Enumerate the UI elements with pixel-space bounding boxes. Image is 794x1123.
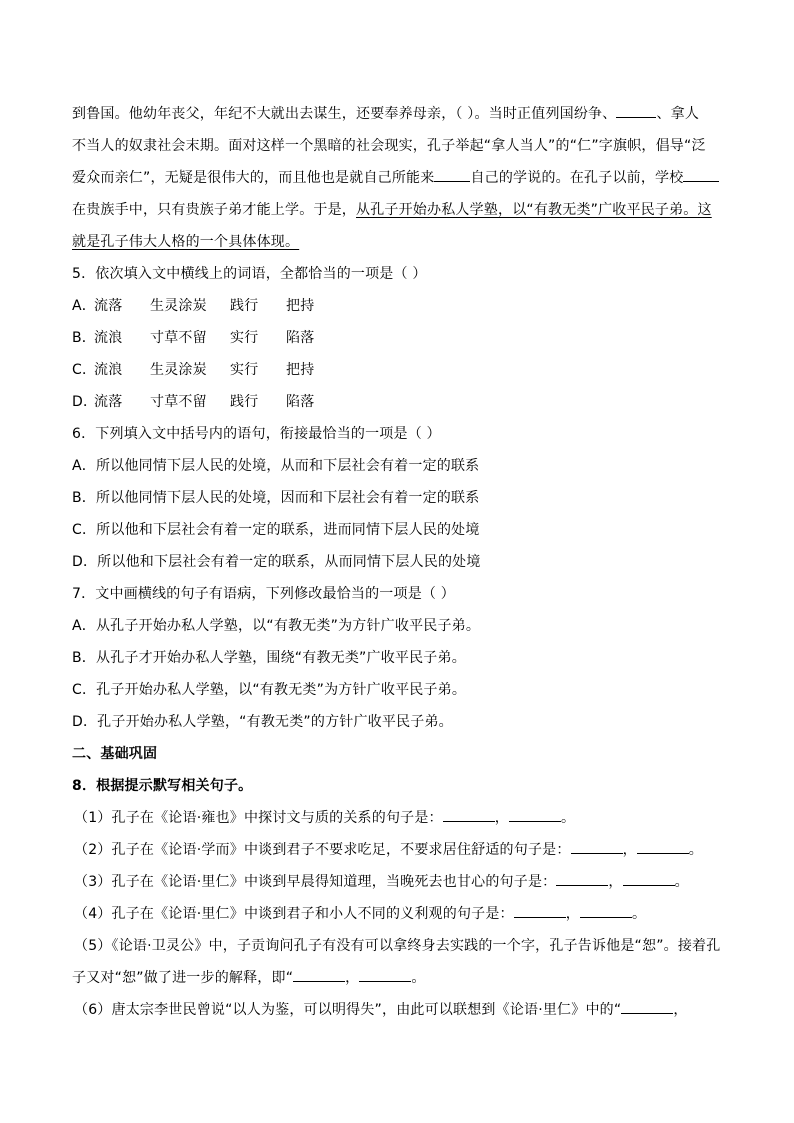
q5-option-c[interactable] xyxy=(72,354,724,386)
answer-blank[interactable] xyxy=(637,839,689,854)
passage-text: 、拿人 xyxy=(656,106,700,122)
q8-item-3 xyxy=(72,866,724,898)
option-word: 把持 xyxy=(286,362,315,378)
q7-option-b[interactable]: B．从孔子才开始办私人学塾，围绕“有教无类”广收平民子弟。 xyxy=(72,650,466,666)
option-word: 实行 xyxy=(230,362,259,378)
option-label: B． xyxy=(72,330,97,346)
q5-option-a[interactable] xyxy=(72,290,724,322)
separator: ， xyxy=(565,906,580,922)
q6-option-c[interactable]: C．所以他和下层社会有着一定的联系，进而同情下层人民的处境 xyxy=(72,522,480,538)
end-mark: 。 xyxy=(560,810,576,826)
passage-text: 不当人的奴隶社会末期。面对这样一个黑暗的社会现实，孔子举起“拿人当人”的“仁”字旗帜，倡导“泛 xyxy=(72,138,706,154)
passage-line-5 xyxy=(72,226,724,258)
end-mark: 。 xyxy=(674,874,689,890)
option-label: C． xyxy=(72,362,97,378)
q8-item-4 xyxy=(72,898,724,930)
end-mark: 。 xyxy=(688,842,703,858)
q8-item-5-line-2 xyxy=(72,962,724,994)
q7-option-a[interactable]: A．从孔子开始办私人学塾，以“有教无类”为方针广收平民子弟。 xyxy=(72,618,481,634)
passage-text: 到鲁国。他幼年丧父，年纪不大就出去谋生，还要奉养母亲，（ ）。当时正值列国纷争、 xyxy=(72,106,617,122)
section-title: 二、基础巩固 xyxy=(72,746,158,762)
end-mark: ， xyxy=(673,1002,688,1018)
option-word: 流落 xyxy=(94,394,123,410)
answer-blank[interactable] xyxy=(621,999,673,1014)
item-prompt: （1）孔子在《论语·雍也》中探讨文与质的关系的句子是： xyxy=(74,810,443,826)
fill-blank[interactable] xyxy=(683,165,719,182)
q5-stem: 5．依次填入文中横线上的词语，全都恰当的一项是（ ） xyxy=(72,266,427,282)
option-word: 生灵涂炭 xyxy=(150,362,207,378)
passage-text: 在贵族手中，只有贵族子弟才能上学。于是， xyxy=(72,202,356,218)
passage-line-1 xyxy=(72,98,724,130)
option-word: 践行 xyxy=(230,298,259,314)
option-word: 陷落 xyxy=(286,394,315,410)
separator: ， xyxy=(345,970,360,986)
item-prompt: （2）孔子在《论语·学而》中谈到君子不要求吃足，不要求居住舒适的句子是： xyxy=(74,842,571,858)
passage-text: 自己的学说的。在孔子以前，学校 xyxy=(470,170,684,186)
q7-stem: 7．文中画横线的句子有语病，下列修改最恰当的一项是（ ） xyxy=(72,586,455,602)
option-word: 陷落 xyxy=(286,330,315,346)
passage-line-4 xyxy=(72,194,724,226)
q7-option-c[interactable]: C．孔子开始办私人学塾，以“有教无类”为方针广收平民子弟。 xyxy=(72,682,467,698)
answer-blank[interactable] xyxy=(514,903,566,918)
q8-item-6 xyxy=(72,994,724,1026)
option-word: 生灵涂炭 xyxy=(150,298,207,314)
option-word: 寸草不留 xyxy=(150,330,207,346)
q8-item-1 xyxy=(72,802,724,834)
q6-stem: 6．下列填入文中括号内的语句，衔接最恰当的一项是（ ） xyxy=(72,426,441,442)
passage-line-2 xyxy=(72,130,724,162)
option-word: 实行 xyxy=(230,330,259,346)
answer-blank[interactable] xyxy=(623,871,675,886)
q8-item-5-line-1: （5）《论语·卫灵公》中，子贡询问孔子有没有可以拿终身去实践的一个字，孔子告诉他是“恕”。接着孔 xyxy=(74,938,721,954)
separator: ， xyxy=(494,810,509,826)
answer-blank[interactable] xyxy=(580,903,632,918)
item-prompt: 子又对“恕”做了进一步的解释，即“ xyxy=(72,970,294,986)
fill-blank[interactable] xyxy=(434,165,470,182)
option-word: 把持 xyxy=(286,298,315,314)
q6-option-b[interactable]: B．所以他同情下层人民的处境，因而和下层社会有着一定的联系 xyxy=(72,490,480,506)
option-label: A． xyxy=(72,298,96,314)
passage-text: 爱众而亲仁”，无疑是很伟大的，而且他也是就自己所能来 xyxy=(72,170,435,186)
item-prompt: （6）唐太宗李世民曾说“以人为鉴，可以明得失”，由此可以联想到《论语·里仁》中的“ xyxy=(74,1002,622,1018)
answer-blank[interactable] xyxy=(443,807,495,822)
answer-blank[interactable] xyxy=(359,967,411,982)
q5-option-b[interactable] xyxy=(72,322,724,354)
end-mark: 。 xyxy=(411,970,426,986)
answer-blank[interactable] xyxy=(293,967,345,982)
option-label: D． xyxy=(72,394,98,410)
underlined-sentence: 就是孔子伟大人格的一个具体体现。 xyxy=(72,234,300,250)
end-mark: 。 xyxy=(631,906,647,922)
separator: ， xyxy=(622,842,637,858)
q8-stem: 8．根据提示默写相关句子。 xyxy=(72,778,253,794)
option-word: 流浪 xyxy=(94,362,123,378)
option-word: 流浪 xyxy=(94,330,123,346)
q7-option-d[interactable]: D．孔子开始办私人学塾，“有教无类”的方针广收平民子弟。 xyxy=(72,714,453,730)
q5-option-d[interactable] xyxy=(72,386,724,418)
q8-item-2 xyxy=(72,834,724,866)
q6-option-d[interactable]: D．所以他和下层社会有着一定的联系，从而同情下层人民的处境 xyxy=(72,554,481,570)
q6-option-a[interactable]: A．所以他同情下层人民的处境，从而和下层社会有着一定的联系 xyxy=(72,458,480,474)
item-prompt: （3）孔子在《论语·里仁》中谈到早晨得知道理，当晚死去也甘心的句子是： xyxy=(74,874,557,890)
underlined-sentence: 从孔子开始办私人学塾，以“有教无类”广收平民子弟。这 xyxy=(356,202,712,218)
option-word: 流落 xyxy=(94,298,123,314)
passage-line-3 xyxy=(72,162,724,194)
fill-blank[interactable] xyxy=(616,101,656,118)
document-page xyxy=(72,98,724,1026)
answer-blank[interactable] xyxy=(509,807,561,822)
item-prompt: （4）孔子在《论语·里仁》中谈到君子和小人不同的义利观的句子是： xyxy=(74,906,514,922)
option-word: 寸草不留 xyxy=(150,394,207,410)
answer-blank[interactable] xyxy=(556,871,608,886)
answer-blank[interactable] xyxy=(571,839,623,854)
option-word: 践行 xyxy=(230,394,259,410)
separator: ， xyxy=(608,874,623,890)
